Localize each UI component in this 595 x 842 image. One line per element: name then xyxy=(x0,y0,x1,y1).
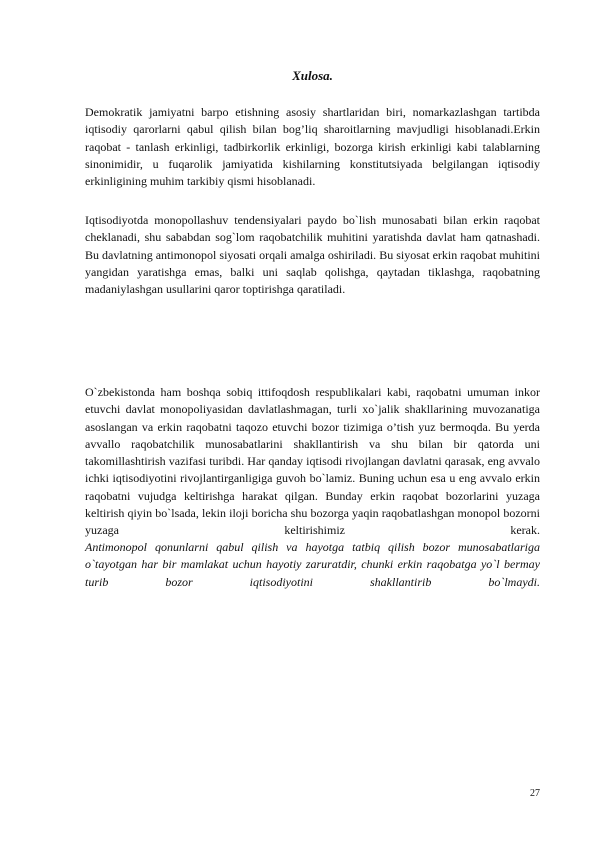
paragraph-antimonopoly-laws: Antimonopol qonunlarni qabul qilish va hayotga tatbiq qilish bozor munosabatlariga o`tayotgan har bir mamlakat uchun hayotiy zaruratdir, chunki erkin raqobatga yo`l bermay turib bozor iqtisodiyotini shakllantirib bo`lmaydi. xyxy=(85,540,540,589)
paragraph-monopolization: Iqtisodiyotda monopollashuv tendensiyalari paydo bo`lish munosabati bilan erkin raqobat cheklanadi, shu sababdan sog`lom raqobatchilik muhitini yaratishda davlat ham qatnashadi. Bu davlatning antimonopol siyosati orqali amalga oshiriladi. Bu siyosat erkin raqobat muhitini yangidan yaratishga emas, balki uni saqlab qolishga, qaytadan tiklashga, raqobatning madaniylashgan usullarini qaror toptirishga qaratiladi. xyxy=(85,213,540,297)
paragraph-democratic-society: Demokratik jamiyatni barpo etishning asosiy shartlaridan biri, nomarkazlashgan tartibda iqtisodiy qarorlarni qabul qilish bilan bog’liq sharoitlarning mavjudligi hisoblanadi.Erkin raqobat - tanlash erkinligi, tadbirkorlik erkinligi, bozorga kirish erkinligi kabi talablarning sinonimidir, u fuqarolik jamiyatida kishilarning konstitutsiyada belgilangan iqtisodiy erkinligining muhim tarkibiy qismi hisoblanadi. xyxy=(85,105,540,189)
paragraph-uzbekistan: O`zbekistonda ham boshqa sobiq ittifoqdosh respublikalari kabi, raqobatni umuman inkor etuvchi davlat monopoliyasidan davlatlashmagan, turli xo`jalik shakllarining muvozanatiga asoslangan va erkin raqobatni taqozo etuvchi bozor tizimiga o’tish yuz bermoqda. Bu yerda avvallo raqobatchilik munosabatlarini shakllantirish va shu bilan bir qatorda uni takomillashtirish vazifasi turibdi. Har qanday iqtisodi rivojlangan davlatni qarasak, eng avvalo ichki iqtisodiyotini rivojlantirganligiga guvoh bo`lamiz. Buning uchun esa u eng avvalo erkin raqobatni vujudga keltirishga harakat qilgan. Bunday erkin raqobat bozorlarini yuzaga keltirish qiyin bo`lsada, lekin iloji boricha shu bozorga yaqin raqobatlashgan monopol bozorni yuzaga keltirishimiz kerak. xyxy=(85,385,540,538)
document-title: Xulosa. xyxy=(292,68,333,83)
page-number: 27 xyxy=(530,788,540,799)
